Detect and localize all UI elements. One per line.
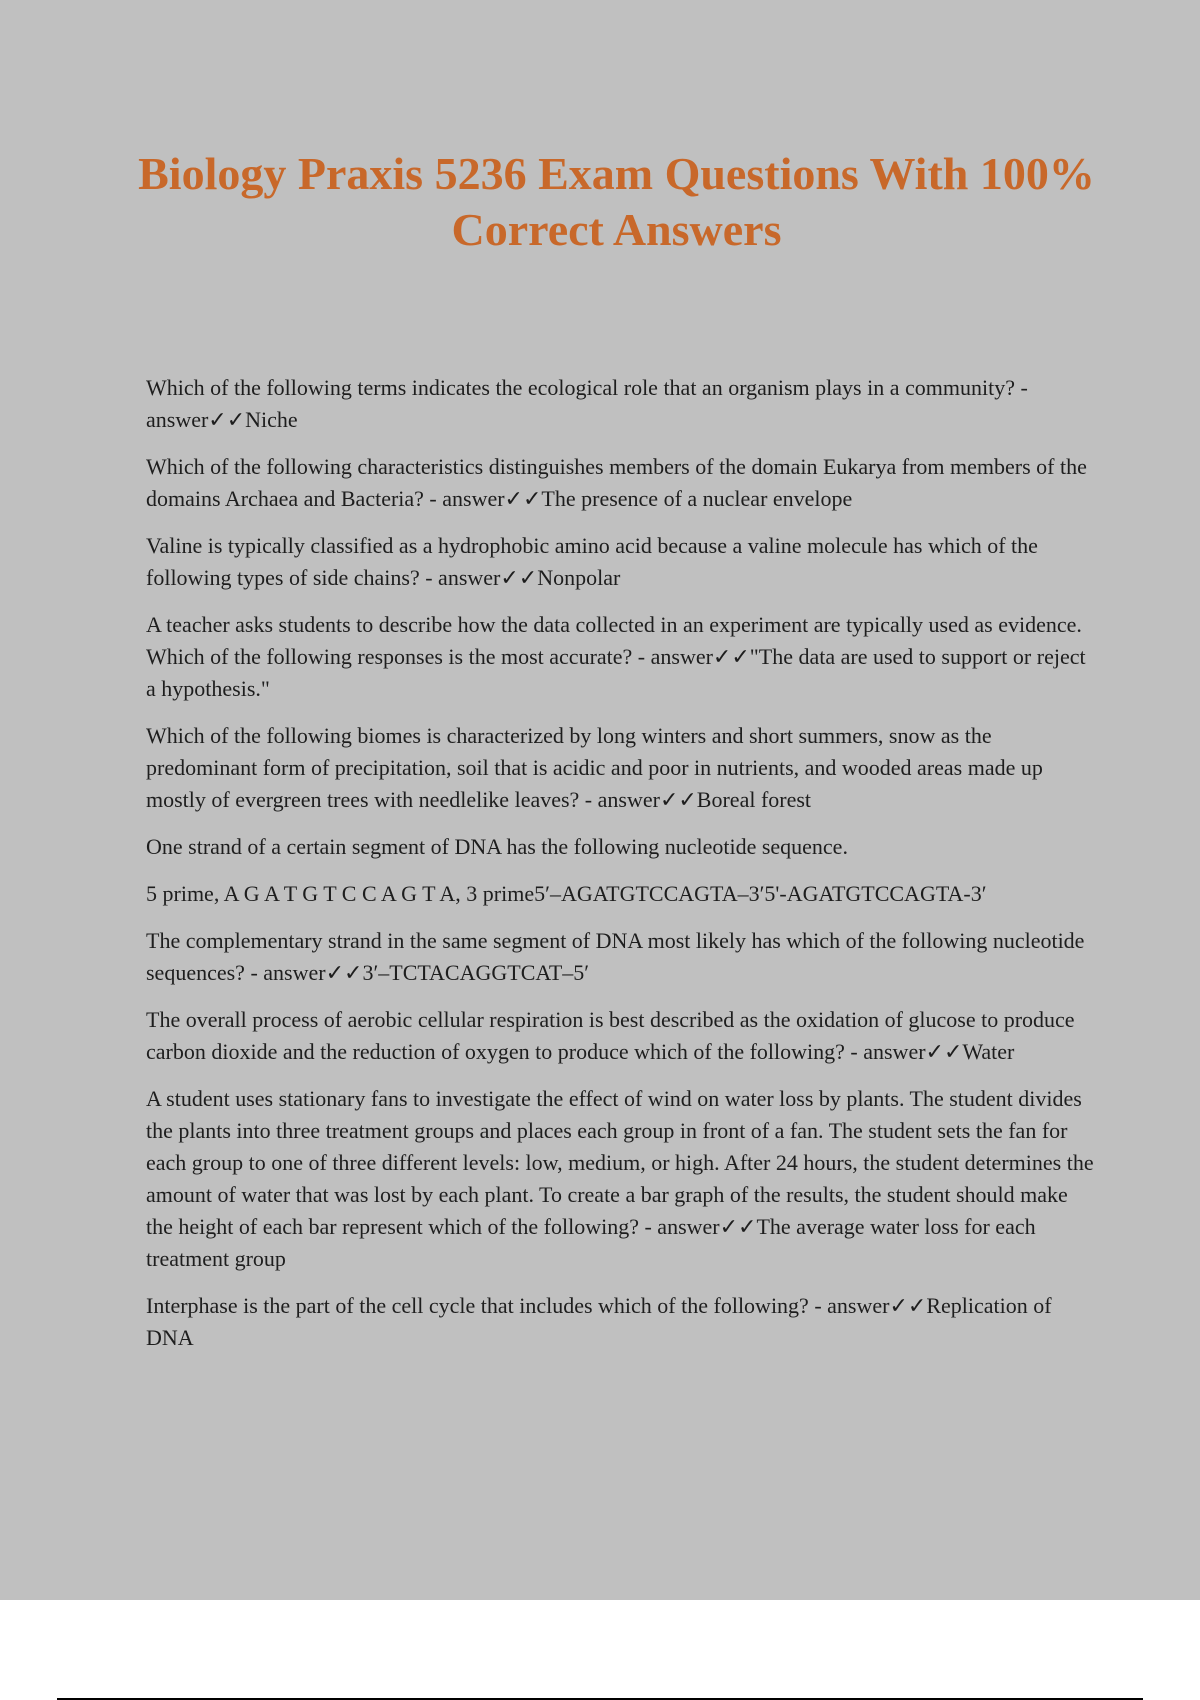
qa-paragraph: A student uses stationary fans to investigate the effect of wind on water loss by plants. The student divides the plants into three treatment groups and places each group in front of a fan. The student sets the fan for each group to one of three different levels: low, medium, or high. After 24 hours, the student determines the amount of water that was lost by each plant. To create a bar graph of the results, the student should make the height of each bar represent which of the following? - answer✓✓The average water loss for each treatment group (146, 1086, 1094, 1271)
document-title: Biology Praxis 5236 Exam Questions With 100% Correct Answers (138, 148, 1095, 255)
qa-paragraph: Valine is typically classified as a hydrophobic amino acid because a valine molecule has which of the following types of side chains? - answer✓✓Nonpolar (146, 533, 1038, 590)
document-body (146, 372, 1096, 1369)
qa-paragraph: Which of the following biomes is characterized by long winters and short summers, snow as the predominant form of precipitation, soil that is acidic and poor in nutrients, and wooded areas made up mostly of evergreen trees with needlelike leaves? - answer✓✓Boreal forest (146, 723, 1043, 812)
qa-paragraph: Which of the following characteristics distinguishes members of the domain Eukarya from members of the domains Archaea and Bacteria? - answer✓✓The presence of a nuclear envelope (146, 454, 1087, 511)
qa-paragraph: Interphase is the part of the cell cycle that includes which of the following? - answer✓✓Replication of DNA (146, 1293, 1052, 1350)
qa-paragraph: A teacher asks students to describe how the data collected in an experiment are typically used as evidence. Which of the following responses is the most accurate? - answer✓✓"The data are used to support or reject a hypothesis." (146, 612, 1086, 701)
dna-sequence: 5 prime, A G A T G T C C A G T A, 3 prime5′–AGATGTCCAGTA–3′5'-AGATGTCCAGTA-3′ (146, 881, 987, 906)
qa-paragraph: The overall process of aerobic cellular respiration is best described as the oxidation of glucose to produce carbon dioxide and the reduction of oxygen to produce which of the following? - answer✓✓Water (146, 1007, 1075, 1064)
qa-paragraph: One strand of a certain segment of DNA has the following nucleotide sequence. (146, 834, 848, 859)
qa-paragraph: The complementary strand in the same segment of DNA most likely has which of the following nucleotide sequences? - answer✓✓3′–TCTACAGGTCAT–5′ (146, 928, 1085, 985)
qa-paragraph: Which of the following terms indicates the ecological role that an organism plays in a community? - answer✓✓Niche (146, 375, 1028, 432)
